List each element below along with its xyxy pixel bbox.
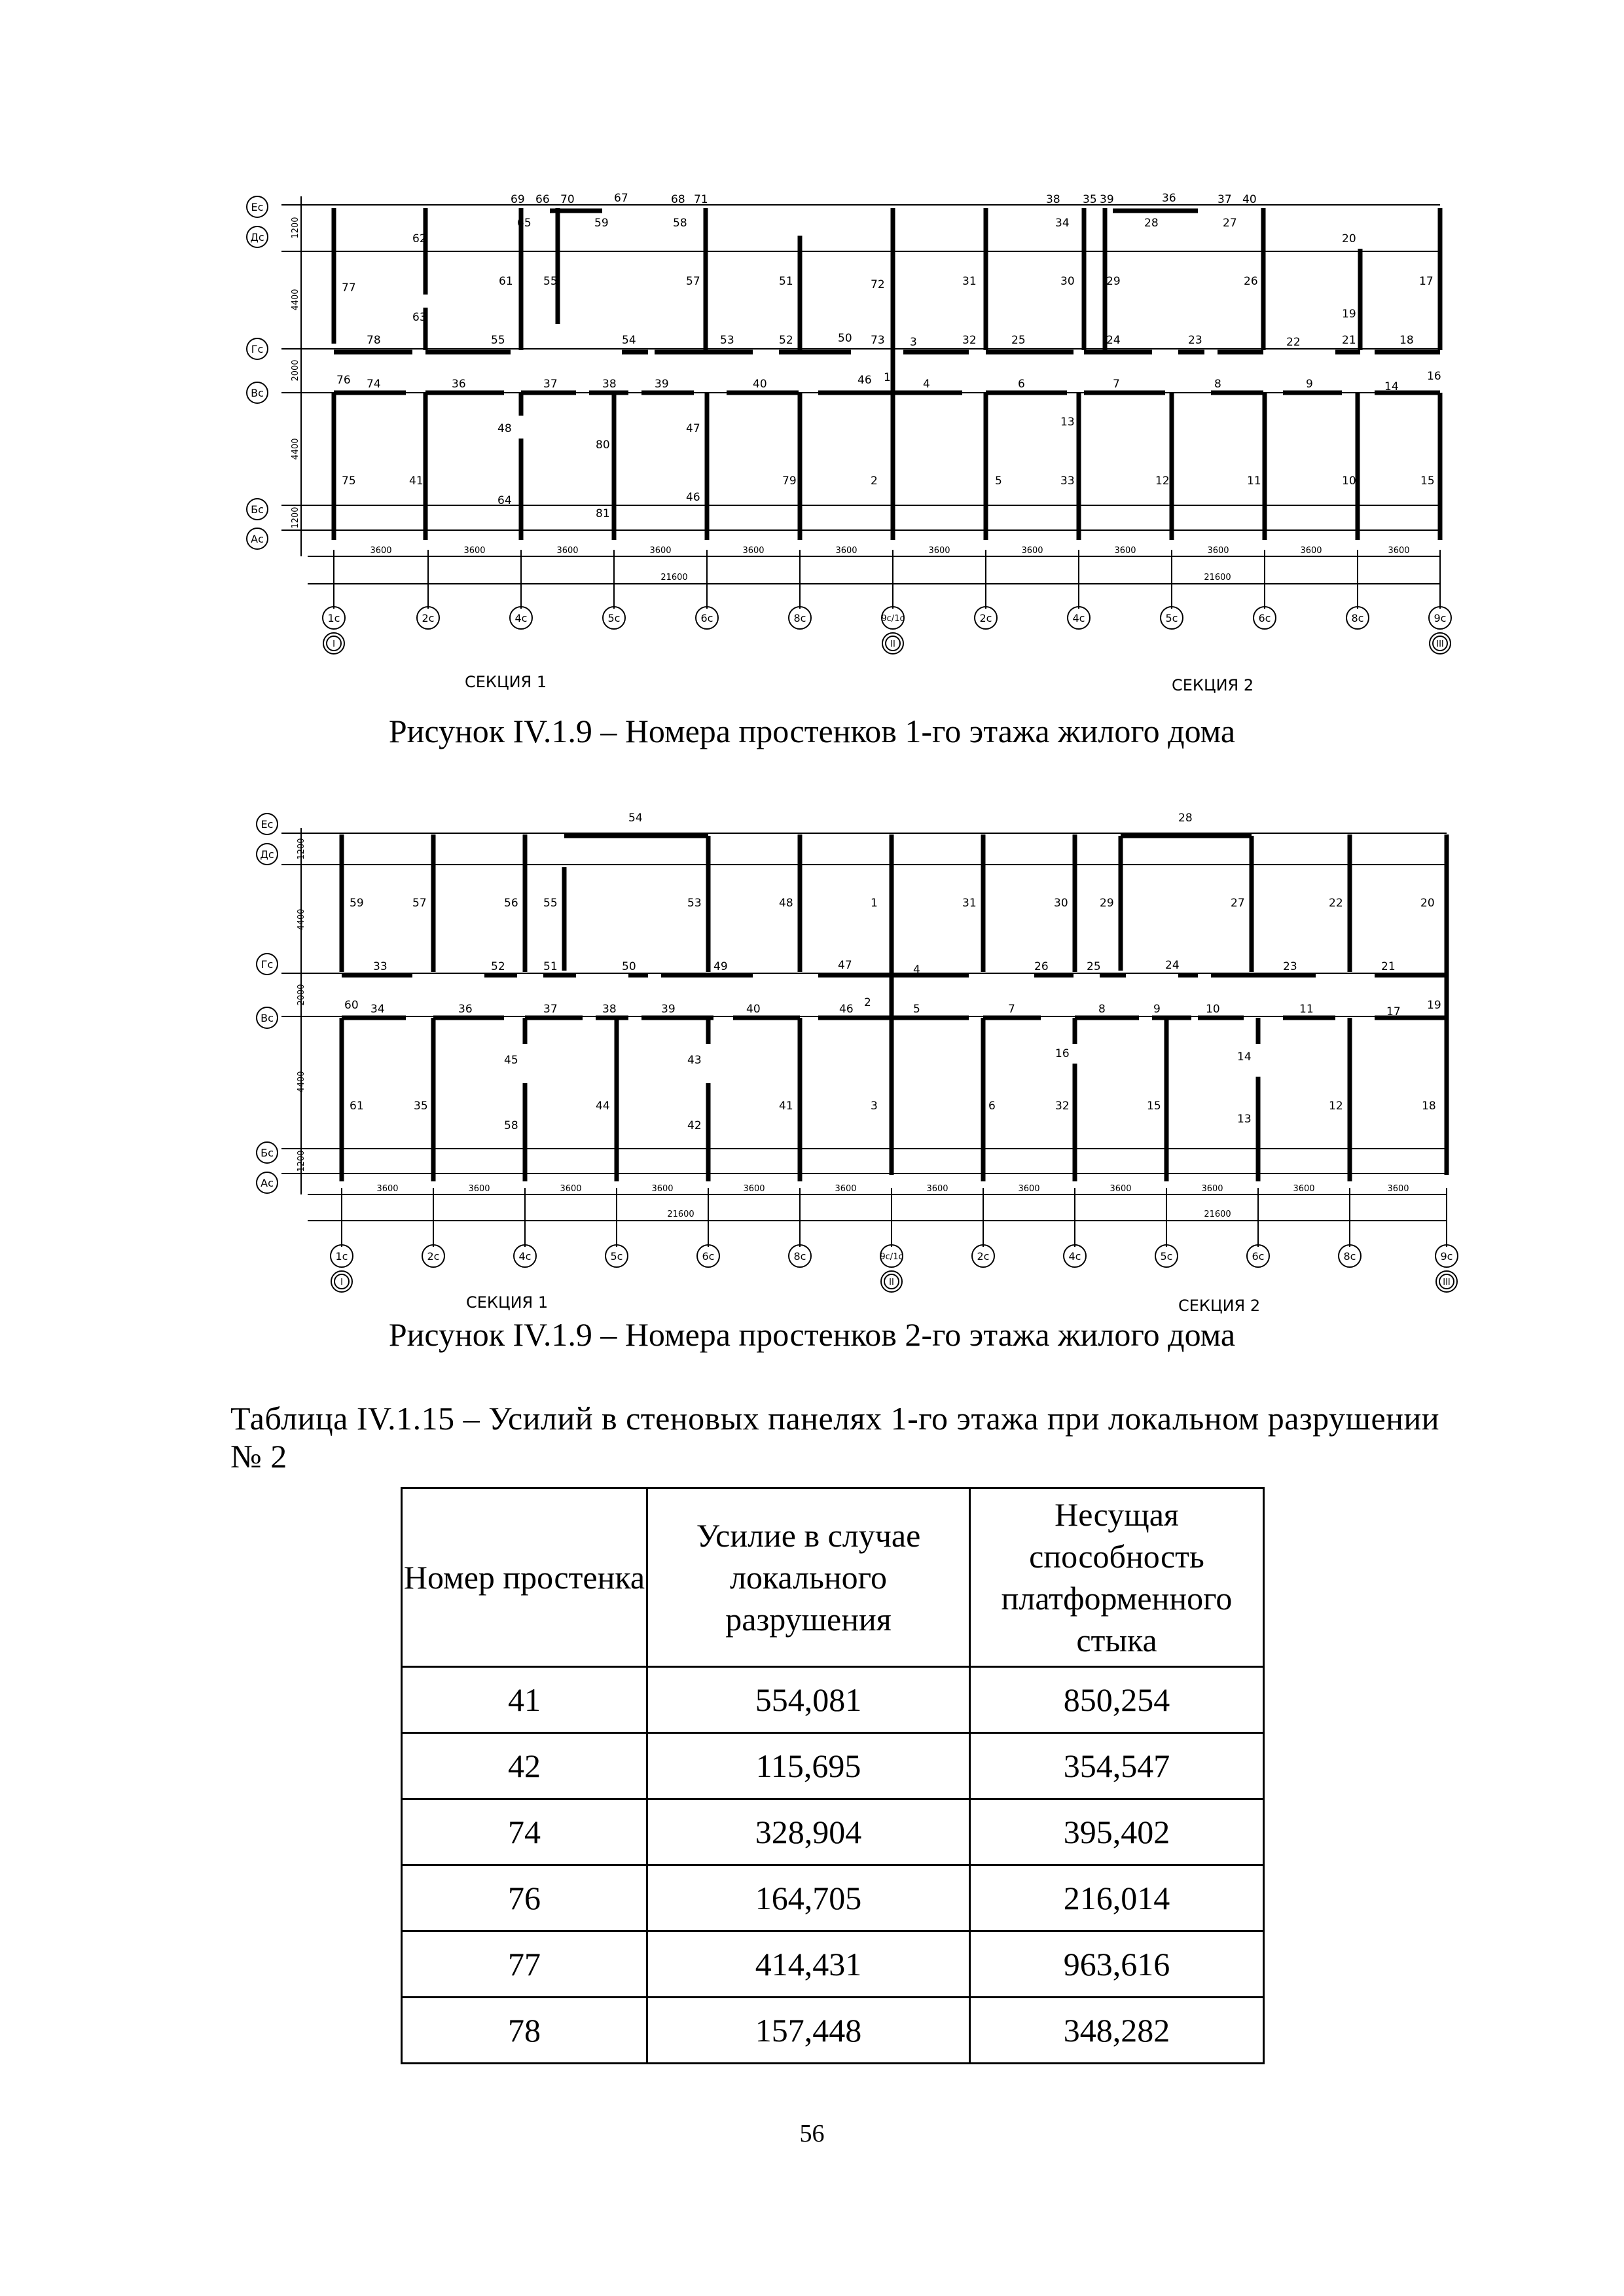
force-cell: 157,448 [647, 1998, 970, 2064]
axis-lines [281, 828, 1447, 1247]
figure-caption: Рисунок IV.1.9 – Номера простенков 1-го этажа жилого дома [388, 713, 1236, 749]
wall-label: 28 [1178, 812, 1193, 825]
wall-label: 4 [913, 963, 920, 977]
wall-label: 54 [622, 334, 636, 347]
forces-table [401, 1487, 1265, 2064]
axis-label: 9с/1с [881, 614, 905, 624]
axis-label: 4с [514, 612, 528, 624]
table-title: Таблица IV.1.15 – Усилий в стеновых панелях 1-го этажа при локальном разрушении № 2 [230, 1400, 1439, 1475]
dim-label: 2000 [297, 984, 306, 1006]
roman-label: II [889, 1278, 894, 1287]
wall-label: 50 [838, 332, 852, 345]
capacity-cell: 348,282 [970, 1998, 1264, 2064]
wall-label: 22 [1329, 897, 1343, 910]
wall-label: 40 [753, 378, 767, 391]
dim-label: 21600 [1204, 1210, 1231, 1219]
wall-label: 58 [504, 1119, 518, 1132]
wall-label: 9 [1306, 378, 1313, 391]
wall-label: 60 [344, 999, 359, 1012]
wall-label: 70 [560, 193, 575, 206]
dim-label: 4400 [297, 1071, 306, 1093]
axis-label: 8с [793, 612, 806, 624]
axis-label: Ас [251, 533, 264, 545]
wall-label: 52 [491, 960, 505, 973]
wall-label: 79 [782, 475, 797, 488]
wall-label: 21 [1381, 960, 1396, 973]
force-cell: 328,904 [647, 1799, 970, 1865]
wall-label: 61 [499, 275, 513, 288]
column-header: Номер простенка [402, 1488, 647, 1667]
section-label: СЕКЦИЯ 1 [465, 673, 547, 691]
dim-label: 3600 [463, 546, 486, 556]
wall-label: 30 [1054, 897, 1068, 910]
wall-label: 51 [543, 960, 558, 973]
wall-label: 25 [1087, 960, 1101, 973]
wall-label: 12 [1329, 1100, 1343, 1113]
wall-number-cell: 78 [402, 1998, 647, 2064]
wall-label: 38 [602, 1003, 617, 1016]
axis-label: Вс [251, 387, 264, 399]
wall-label: 50 [622, 960, 636, 973]
page-number: 56 [799, 2120, 825, 2147]
wall-label: 14 [1384, 380, 1399, 393]
wall-label: 6 [1018, 378, 1025, 391]
wall-label: 52 [779, 334, 793, 347]
wall-label: 55 [543, 275, 558, 288]
axis-label: 5с [1160, 1250, 1173, 1263]
capacity-cell: 963,616 [970, 1931, 1264, 1998]
capacity-cell: 850,254 [970, 1667, 1264, 1733]
wall-label: 51 [779, 275, 793, 288]
roman-label: III [1436, 639, 1444, 649]
wall-label: 8 [1098, 1003, 1106, 1016]
wall-label: 40 [746, 1003, 761, 1016]
wall-label: 55 [543, 897, 558, 910]
dim-label: 3600 [556, 546, 579, 556]
wall-label: 67 [614, 192, 628, 205]
wall-label: 5 [995, 475, 1002, 488]
wall-label: 56 [504, 897, 518, 910]
dim-label: 3600 [560, 1184, 582, 1194]
axis-label: 2с [422, 612, 435, 624]
wall-label: 46 [839, 1003, 854, 1016]
axis-label: 9с [1434, 612, 1447, 624]
table-row [402, 1931, 1264, 1998]
wall-label: 34 [1055, 217, 1070, 230]
floor-plan-1 [0, 177, 1624, 700]
wall-label: 73 [871, 334, 885, 347]
wall-label: 43 [687, 1054, 702, 1067]
wall-label: 17 [1386, 1005, 1401, 1018]
wall-label: 57 [412, 897, 427, 910]
wall-label: 42 [687, 1119, 702, 1132]
left-axis-bubbles [257, 814, 278, 1193]
dim-label: 1200 [291, 217, 300, 239]
axis-label: Дс [260, 848, 274, 861]
wall-label: 69 [511, 193, 525, 206]
bottom-axis-bubbles [323, 607, 1451, 629]
wall-label: 36 [1162, 192, 1176, 205]
axis-label: 6с [1258, 612, 1271, 624]
dim-label: 3600 [928, 546, 950, 556]
wall-label: 68 [671, 193, 685, 206]
wall-label: 40 [1242, 193, 1257, 206]
wall-label: 53 [720, 334, 734, 347]
wall-label: 41 [779, 1100, 793, 1113]
dim-label: 4400 [291, 289, 300, 311]
dim-label: 3600 [926, 1184, 948, 1194]
wall-label: 26 [1244, 275, 1258, 288]
force-cell: 115,695 [647, 1733, 970, 1799]
table-row [402, 1865, 1264, 1931]
wall-label: 37 [1218, 193, 1232, 206]
dim-label: 4400 [291, 438, 300, 460]
table-row [402, 1667, 1264, 1733]
wall-label: 71 [694, 193, 708, 206]
dim-label: 3600 [1021, 546, 1043, 556]
table-row [402, 1799, 1264, 1865]
wall-number-cell: 74 [402, 1799, 647, 1865]
force-cell: 164,705 [647, 1865, 970, 1931]
dim-label: 4400 [297, 908, 306, 931]
wall-label: 27 [1223, 217, 1237, 230]
wall-label: 32 [962, 334, 977, 347]
wall-label: 38 [1046, 193, 1060, 206]
wall-label: 64 [497, 494, 512, 507]
wall-label: 41 [409, 475, 424, 488]
left-dimensions [291, 217, 300, 528]
wall-label: 35 [1083, 193, 1097, 206]
axis-label: Ас [261, 1177, 274, 1189]
wall-label: 11 [1299, 1003, 1314, 1016]
wall-label: 9 [1153, 1003, 1161, 1016]
wall-label: 28 [1144, 217, 1159, 230]
wall-label: 59 [350, 897, 364, 910]
wall-label: 55 [491, 334, 505, 347]
capacity-cell: 395,402 [970, 1799, 1264, 1865]
wall-label: 61 [350, 1100, 364, 1113]
dim-label: 3600 [835, 546, 857, 556]
force-cell: 414,431 [647, 1931, 970, 1998]
wall-label: 22 [1286, 336, 1301, 349]
wall-label: 24 [1165, 959, 1180, 972]
bottom-dimensions [370, 546, 1409, 583]
wall-label: 2 [864, 996, 871, 1009]
wall-label: 54 [628, 812, 643, 825]
wall-number-cell: 42 [402, 1733, 647, 1799]
wall-label: 81 [596, 507, 610, 520]
dim-label: 3600 [1387, 1184, 1409, 1194]
wall-label: 14 [1237, 1050, 1252, 1064]
bottom-axis-bubbles [331, 1245, 1458, 1267]
axis-label: 8с [1343, 1250, 1356, 1263]
dim-label: 3600 [370, 546, 392, 556]
wall-label: 39 [1100, 193, 1114, 206]
wall-label: 31 [962, 897, 977, 910]
wall-label: 76 [336, 374, 351, 387]
wall-label: 80 [596, 439, 610, 452]
dim-label: 21600 [667, 1210, 695, 1219]
axis-label: 2с [427, 1250, 440, 1263]
dim-label: 3600 [1110, 1184, 1132, 1194]
axis-label: 2с [977, 1250, 990, 1263]
table-header-row [402, 1488, 1264, 1667]
wall-label: 78 [367, 334, 381, 347]
wall-label: 37 [543, 378, 558, 391]
dim-label: 3600 [1300, 546, 1322, 556]
wall-label: 39 [661, 1003, 676, 1016]
axis-label: 9с/1с [880, 1252, 903, 1262]
axis-label: 2с [979, 612, 992, 624]
wall-label: 46 [857, 374, 872, 387]
dim-label: 3600 [1018, 1184, 1040, 1194]
wall-label: 11 [1247, 475, 1261, 488]
wall-label: 53 [687, 897, 702, 910]
dim-label: 3600 [743, 1184, 765, 1194]
wall-label: 38 [602, 378, 617, 391]
wall-label: 10 [1206, 1003, 1220, 1016]
axis-label: Бс [261, 1147, 274, 1159]
floor-plan-2 [0, 802, 1624, 1325]
figure-caption: Рисунок IV.1.9 – Номера простенков 2-го этажа жилого дома [388, 1316, 1236, 1353]
wall-label: 20 [1420, 897, 1435, 910]
dim-label: 3600 [742, 546, 765, 556]
wall-label: 46 [686, 491, 700, 504]
axis-label: Вс [261, 1012, 274, 1024]
section-label: СЕКЦИЯ 2 [1178, 1297, 1261, 1315]
bottom-dimensions [376, 1184, 1409, 1219]
axis-label: 1с [335, 1250, 348, 1263]
wall-label: 49 [713, 960, 728, 973]
dim-label: 3600 [1388, 546, 1410, 556]
wall-number-cell: 76 [402, 1865, 647, 1931]
axis-label: Ес [251, 201, 264, 213]
column-header: Несущая способность платформенного стыка [970, 1488, 1264, 1667]
wall-label: 12 [1155, 475, 1170, 488]
wall-label: 25 [1011, 334, 1026, 347]
roman-label: I [333, 639, 335, 649]
wall-label: 23 [1188, 334, 1202, 347]
axis-label: Дс [250, 231, 264, 243]
axis-label: Ес [261, 818, 274, 831]
roman-markers [323, 633, 1451, 654]
wall-label: 18 [1399, 334, 1414, 347]
force-cell: 554,081 [647, 1667, 970, 1733]
wall-label: 21 [1342, 334, 1356, 347]
axis-label: 1с [327, 612, 340, 624]
wall-label: 13 [1237, 1113, 1252, 1126]
wall-label: 32 [1055, 1100, 1070, 1113]
dim-label: 1200 [297, 1150, 306, 1172]
wall-label: 33 [373, 960, 388, 973]
dim-label: 2000 [291, 359, 300, 382]
axis-label: 4с [1072, 612, 1085, 624]
wall-label: 77 [342, 281, 356, 295]
wall-label: 24 [1106, 334, 1121, 347]
wall-label: 15 [1147, 1100, 1161, 1113]
wall-label: 29 [1100, 897, 1114, 910]
wall-label: 19 [1427, 999, 1441, 1012]
axis-label: 8с [1351, 612, 1364, 624]
roman-markers [331, 1271, 1457, 1292]
wall-label: 35 [414, 1100, 428, 1113]
dim-label: 3600 [376, 1184, 399, 1194]
wall-number-cell: 41 [402, 1667, 647, 1733]
section-label: СЕКЦИЯ 2 [1172, 676, 1254, 694]
wall-label: 3 [910, 336, 917, 349]
wall-label: 47 [838, 959, 852, 972]
dim-label: 1200 [297, 838, 306, 860]
wall-label: 18 [1422, 1100, 1436, 1113]
wall-label: 4 [923, 378, 930, 391]
wall-label: 34 [370, 1003, 385, 1016]
dim-label: 21600 [1204, 573, 1231, 583]
wall-label: 59 [594, 217, 609, 230]
axis-label: 6с [700, 612, 713, 624]
axis-label: Гс [261, 958, 274, 971]
wall-label: 39 [655, 378, 669, 391]
capacity-cell: 354,547 [970, 1733, 1264, 1799]
wall-label: 74 [367, 378, 381, 391]
dim-label: 3600 [649, 546, 672, 556]
roman-label: III [1443, 1278, 1451, 1287]
wall-label: 65 [517, 217, 532, 230]
wall-label: 5 [913, 1003, 920, 1016]
wall-label: 62 [412, 232, 427, 245]
capacity-cell: 216,014 [970, 1865, 1264, 1931]
wall-label: 19 [1342, 308, 1356, 321]
wall-label: 26 [1034, 960, 1049, 973]
wall-label: 7 [1008, 1003, 1015, 1016]
left-axis-bubbles [247, 196, 268, 549]
wall-label: 20 [1342, 232, 1356, 245]
wall-label: 48 [497, 422, 512, 435]
wall-label: 17 [1419, 275, 1434, 288]
table-row [402, 1733, 1264, 1799]
dim-label: 21600 [660, 573, 688, 583]
wall-label: 1 [884, 371, 891, 384]
wall-label: 27 [1231, 897, 1245, 910]
wall-label: 30 [1060, 275, 1075, 288]
wall-label: 45 [504, 1054, 518, 1067]
dim-label: 3600 [651, 1184, 674, 1194]
axis-label: 4с [518, 1250, 532, 1263]
wall-label: 47 [686, 422, 700, 435]
roman-label: II [890, 639, 895, 649]
axis-label: 4с [1068, 1250, 1081, 1263]
wall-label: 48 [779, 897, 793, 910]
axis-label: 6с [1252, 1250, 1265, 1263]
dim-label: 1200 [291, 507, 300, 529]
wall-label: 29 [1106, 275, 1121, 288]
axis-label: Бс [251, 503, 264, 516]
wall-label: 75 [342, 475, 356, 488]
axis-label: Гс [251, 343, 264, 355]
wall-label: 57 [686, 275, 700, 288]
axis-label: 9с [1440, 1250, 1453, 1263]
wall-label: 3 [871, 1100, 878, 1113]
wall-label: 13 [1060, 416, 1075, 429]
dim-label: 3600 [468, 1184, 490, 1194]
wall-label: 15 [1420, 475, 1435, 488]
wall-label: 31 [962, 275, 977, 288]
table-row [402, 1998, 1264, 2064]
dim-label: 3600 [1207, 546, 1229, 556]
wall-label: 36 [452, 378, 466, 391]
wall-label: 8 [1214, 378, 1221, 391]
wall-label: 23 [1283, 960, 1297, 973]
dim-label: 3600 [1293, 1184, 1315, 1194]
axis-label: 5с [610, 1250, 623, 1263]
wall-label: 33 [1060, 475, 1075, 488]
wall-label: 10 [1342, 475, 1356, 488]
wall-number-cell: 77 [402, 1931, 647, 1998]
wall-label: 63 [412, 311, 427, 324]
wall-label: 16 [1427, 370, 1441, 383]
wall-label: 6 [988, 1100, 996, 1113]
wall-label: 36 [458, 1003, 473, 1016]
column-header: Усилие в случае локального разрушения [647, 1488, 970, 1667]
wall-label: 44 [596, 1100, 610, 1113]
dim-label: 3600 [1201, 1184, 1223, 1194]
wall-label: 7 [1113, 378, 1120, 391]
section-label: СЕКЦИЯ 1 [466, 1293, 549, 1312]
dim-label: 3600 [835, 1184, 857, 1194]
axis-label: 8с [793, 1250, 806, 1263]
roman-label: I [340, 1278, 343, 1287]
wall-label: 2 [871, 475, 878, 488]
axis-label: 5с [607, 612, 621, 624]
wall-label: 66 [535, 193, 550, 206]
wall-label: 72 [871, 278, 885, 291]
dim-label: 3600 [1114, 546, 1136, 556]
wall-label: 1 [871, 897, 878, 910]
wall-label: 58 [673, 217, 687, 230]
axis-label: 5с [1165, 612, 1178, 624]
wall-label: 37 [543, 1003, 558, 1016]
axis-label: 6с [702, 1250, 715, 1263]
wall-label: 16 [1055, 1047, 1070, 1060]
wall-numbers [336, 192, 1441, 520]
